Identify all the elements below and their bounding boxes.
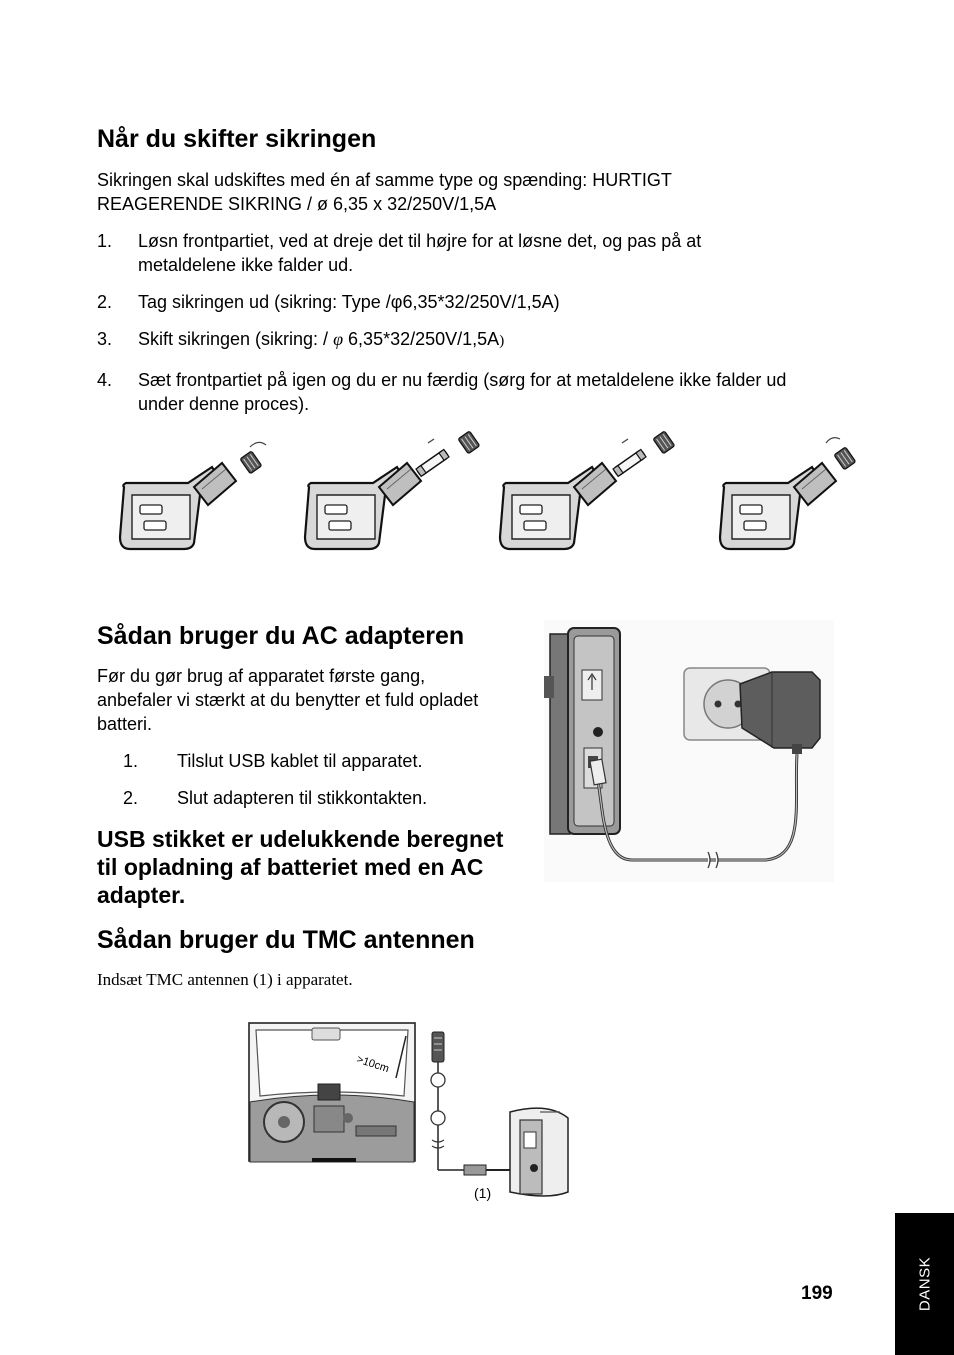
step-text: Løsn frontpartiet, ved at dreje det til højre for at løsne det, og pas på at metaldelene ikke falder ud.	[138, 231, 702, 275]
step-number: 2.	[123, 788, 139, 808]
language-tab-label: DANSK	[916, 1256, 933, 1312]
usb-note: USB stikket er udelukkende beregnet til opladning af batteriet med en AC adapter.	[97, 826, 504, 908]
fuse-step-3-figure	[500, 431, 675, 549]
step-number: 1.	[97, 231, 113, 251]
step-text: Sæt frontpartiet på igen og du er nu færdig (sørg for at metaldelene ikke falder ud under denne proces).	[138, 370, 787, 414]
tmc-heading: Sådan bruger du TMC antennen	[97, 926, 475, 954]
step-text: Tilslut USB kablet til apparatet.	[177, 751, 423, 771]
step-text: Tag sikringen ud (sikring: Type /φ6,35*32/250V/1,5A)	[138, 292, 560, 312]
fuse-intro: Sikringen skal udskiftes med én af samme type og spænding: HURTIGT REAGERENDE SIKRING / ø 6,35 x 32/250V/1,5A	[97, 170, 672, 214]
step-text-part: 6,35*32/250V/1,5A	[348, 329, 500, 349]
step-text	[138, 327, 797, 353]
fuse-step-1-figure	[120, 442, 266, 549]
ac-adapter-illustration	[544, 620, 834, 882]
fuse-step-3	[97, 327, 797, 353]
page-number: 199	[801, 1283, 833, 1304]
step-number: 1.	[123, 751, 139, 771]
fuse-illustration-strip	[110, 425, 870, 565]
ac-intro: Før du gør brug af apparatet første gang, anbefaler vi stærkt at du benytter et fuld opladet batteri.	[97, 666, 479, 734]
car-interior	[249, 1023, 415, 1162]
tmc-antenna-cable	[431, 1032, 510, 1175]
ac-heading: Sådan bruger du AC adapteren	[97, 622, 465, 650]
fuse-step-2	[97, 290, 797, 314]
step-number: 3.	[97, 329, 113, 349]
fuse-heading: Når du skifter sikringen	[97, 125, 377, 153]
closing-paren: )	[499, 333, 505, 349]
ac-step-2	[123, 786, 523, 810]
fuse-step-1	[97, 229, 797, 277]
fuse-step-4	[97, 368, 797, 416]
callout-label: (1)	[474, 1185, 492, 1201]
distance-label: >10cm	[355, 1053, 391, 1076]
step-text: Slut adapteren til stikkontakten.	[177, 788, 428, 808]
fuse-step-4-figure	[720, 438, 856, 549]
step-number: 4.	[97, 370, 113, 390]
tmc-antenna-illustration	[248, 1022, 574, 1204]
fuse-step-2-figure	[305, 431, 480, 549]
step-text-part: Skift sikringen (sikring: /	[138, 329, 334, 349]
tmc-intro: Indsæt TMC antennen (1) i apparatet.	[97, 970, 353, 989]
phi-symbol: φ	[333, 329, 344, 349]
device-zoom	[510, 1108, 568, 1196]
ac-step-1	[123, 749, 523, 773]
device-side-view	[544, 628, 620, 834]
step-number: 2.	[97, 292, 113, 312]
language-tab	[895, 1213, 954, 1355]
